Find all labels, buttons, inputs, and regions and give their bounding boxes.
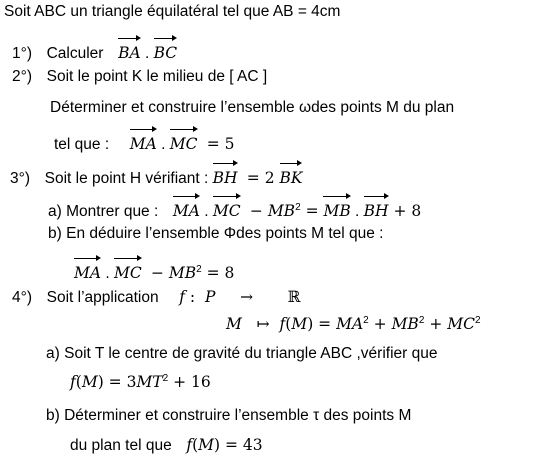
- q2-formula: MA . MC = 5: [130, 136, 235, 153]
- q4b-text1: Déterminer et construire l’ensemble τ des points M: [64, 407, 412, 424]
- q4-line1: [12, 287, 300, 308]
- q3a-text: Montrer que :: [66, 203, 159, 220]
- q1-text: Calculer: [46, 45, 104, 62]
- q1-line: [12, 36, 177, 64]
- q4-mapping-domain: f : P → ℝ: [179, 288, 301, 306]
- q4b-formula: f(M) = 43: [186, 436, 263, 454]
- q2-line2: Déterminer et construire l’ensemble ωdes points M du plan: [50, 99, 455, 116]
- q3-number: 3°): [10, 170, 30, 187]
- q4a-line: [46, 344, 437, 364]
- q4-text1: Soit l’application: [46, 289, 159, 306]
- q2-number: 2°): [12, 68, 32, 85]
- q2-text3: tel que :: [54, 136, 110, 153]
- q1-formula: BA . BC: [118, 45, 177, 62]
- q1-number: 1°): [12, 45, 32, 62]
- q3-formula: BH = 2 BK: [213, 170, 303, 187]
- q3b-label: b): [48, 225, 62, 242]
- intro-text: Soit ABC un triangle équilatéral tel que AB = 4cm: [4, 3, 341, 20]
- q4b-line2: [70, 435, 263, 456]
- q4b-text2: du plan tel que: [70, 437, 172, 454]
- q2-text1: Soit le point K le milieu de [ AC ]: [46, 68, 268, 85]
- q4-number: 4°): [12, 289, 32, 306]
- q2-line1: [12, 67, 267, 87]
- q4-mapping-rule: M ↦ $f(M) = MA^2 + MB^2 + MC^2$: [226, 314, 481, 333]
- q3a-label: a): [48, 203, 62, 220]
- q4b-label: b): [46, 407, 60, 424]
- q3b-formula: MA . MC − $MB^2 = 8$: [74, 256, 234, 284]
- q3b-line: [48, 224, 384, 244]
- q2-line3: [54, 127, 235, 155]
- q3-text1: Soit le point H vérifiant :: [44, 170, 209, 187]
- q3-line1: [10, 161, 302, 189]
- q4b-line1: [46, 406, 411, 426]
- q4a-formula: $f(M) = 3MT^2 + 16$: [70, 372, 211, 391]
- q4a-label: a): [46, 345, 60, 362]
- q3b-text: En déduire l’ensemble Φdes points M tel que :: [66, 225, 384, 242]
- q3a-formula: MA . MC − $MB^2$ = MB . BH + 8: [173, 203, 421, 220]
- q4a-text: Soit T le centre de gravité du triangle ABC ,vérifier que: [64, 345, 438, 362]
- q3a-line: [48, 194, 421, 222]
